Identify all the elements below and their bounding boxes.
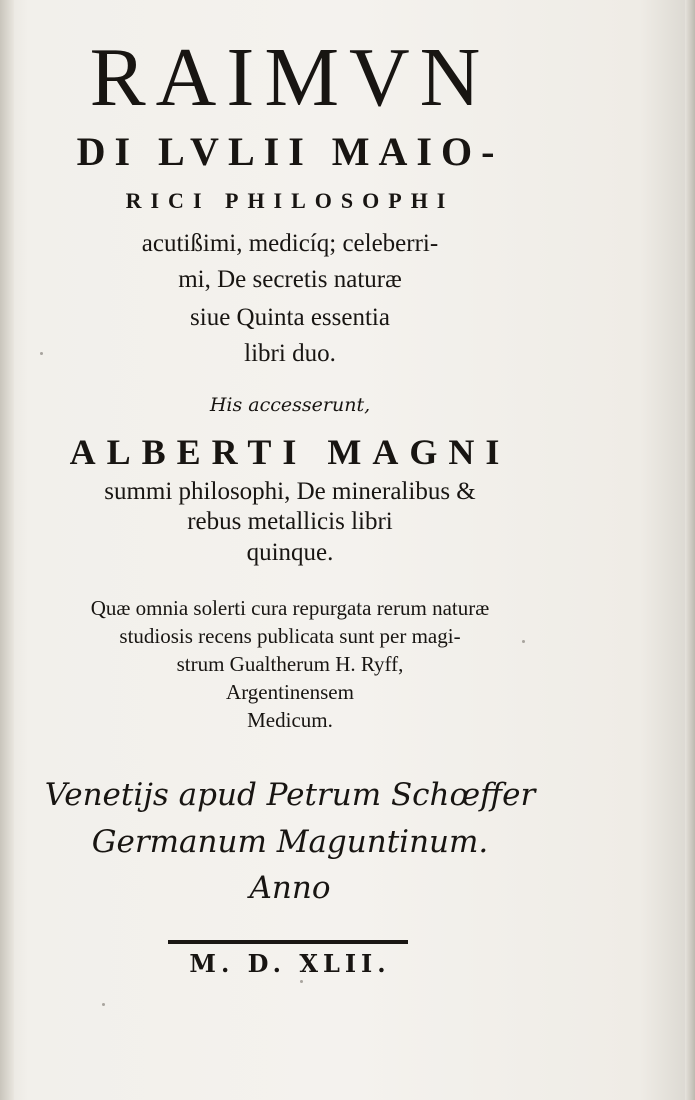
page-edge-shadow (685, 0, 695, 1100)
subtitle-line-3: siue Quinta essentia (190, 304, 390, 331)
second-work-line-2: rebus metallicis libri (187, 508, 393, 535)
paper-speck (522, 640, 525, 643)
paper-speck (300, 980, 303, 983)
title-line-3: RICI PHILOSOPHI (125, 188, 455, 213)
title-line-1: RAIMVN (89, 31, 491, 124)
title-line-2: DI LVLII MAIO- (76, 129, 504, 174)
subtitle-line-1: acutißimi, medicíq; celeberri- (141, 230, 439, 257)
editor-note-line-3: strum Gualtherum H. Ryff, (176, 652, 404, 676)
editor-note-line-1: Quæ omnia solerti cura repurgata rerum naturæ (90, 596, 490, 620)
editor-note-line-2: studiosis recens publicata sunt per magi- (119, 624, 461, 648)
publication-date: M. D. XLII. (189, 949, 391, 978)
paper-speck (40, 352, 43, 355)
date-rule (168, 940, 408, 944)
second-work-line-1: summi philosophi, De mineralibus & (104, 478, 476, 505)
paper-speck (102, 1003, 105, 1006)
imprint-line-2: Germanum Maguntinum. (91, 824, 489, 860)
second-work-line-3: quinque. (246, 539, 334, 566)
subtitle-line-2: mi, De secretis naturæ (178, 266, 402, 293)
second-author: ALBERTI MAGNI (69, 432, 511, 472)
imprint-line-3: Anno (249, 870, 331, 906)
accesserunt-intro: His accesserunt, (209, 394, 371, 416)
editor-note-line-4: Argentinensem (226, 680, 354, 704)
editor-note-line-5: Medicum. (247, 708, 333, 732)
subtitle-line-4: libri duo. (244, 340, 336, 367)
imprint-line-1: Venetijs apud Petrum Schœffer (44, 777, 536, 813)
